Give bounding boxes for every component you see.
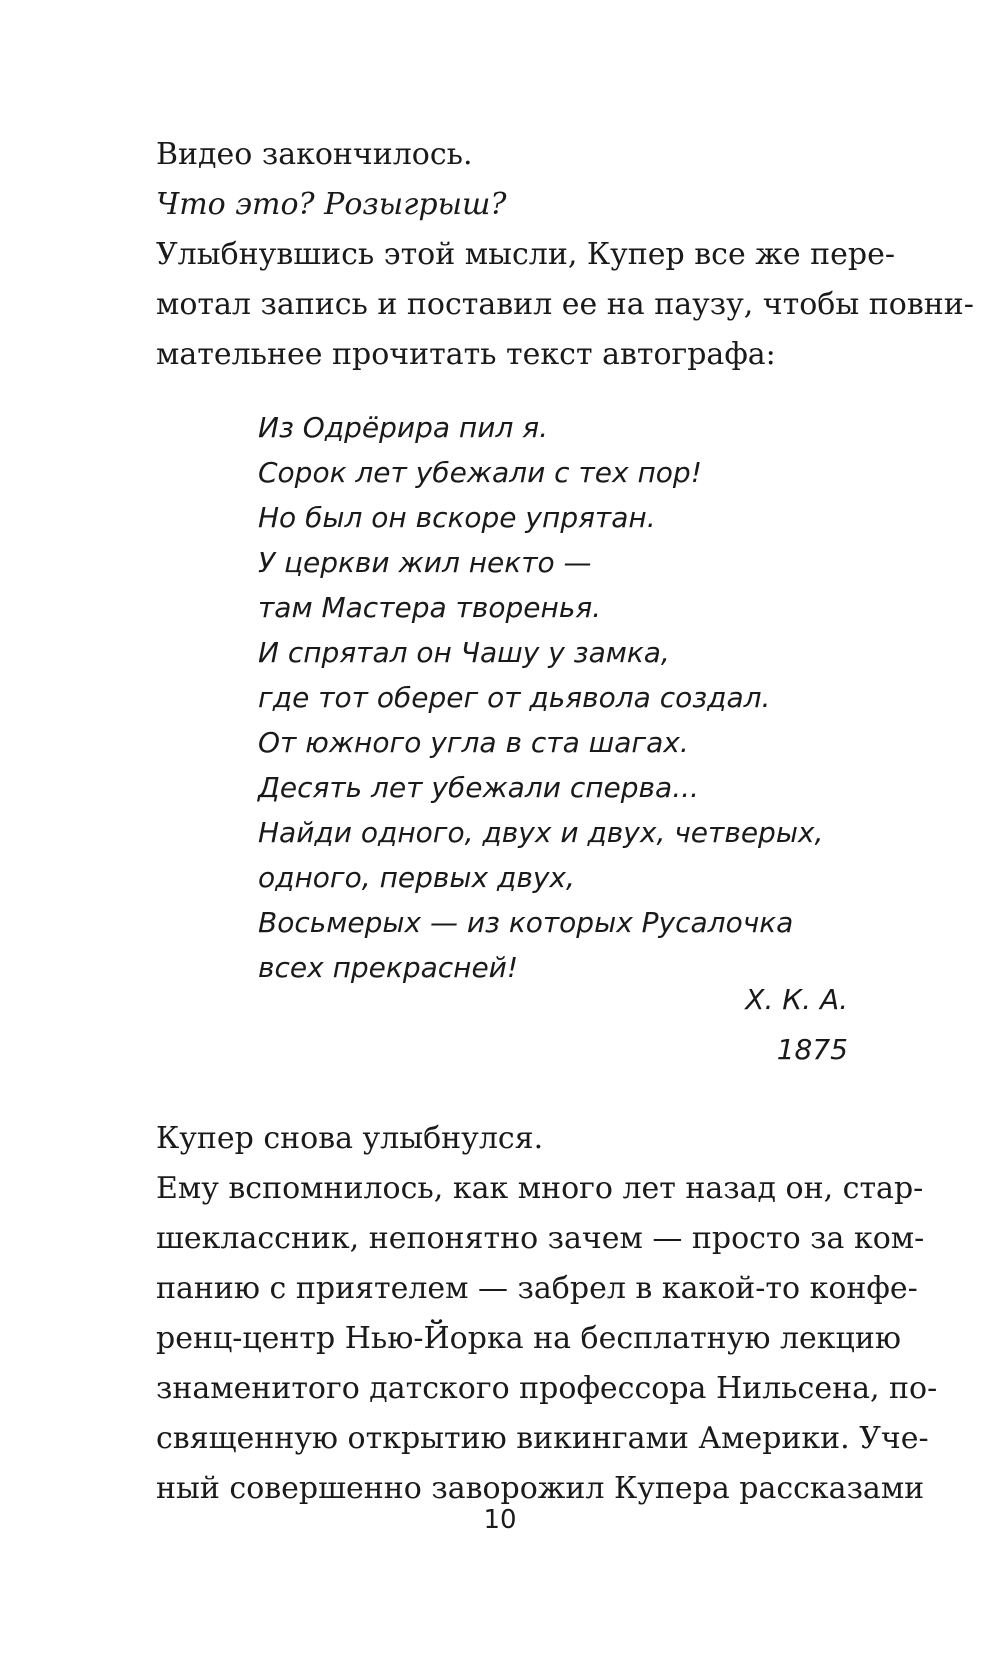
poem-line: одного, первых двух,: [258, 861, 575, 894]
poem-line: Найди одного, двух и двух, четверых,: [258, 816, 824, 849]
paragraph-prank-question: Что это? Розыгрыш?: [156, 187, 507, 222]
prose-line: панию с приятелем — забрел в какой-то конфе-: [156, 1271, 918, 1306]
paragraph-cooper-smiled: Купер снова улыбнулся.: [156, 1121, 544, 1156]
prose-line: знаменитого датского профессора Нильсена, по-: [156, 1371, 938, 1406]
poem-signature: [745, 975, 848, 1075]
prose-line: мотал запись и поставил ее на паузу, чтобы повни-: [156, 287, 974, 322]
poem-line: Восьмерых — из которых Русалочка: [258, 906, 794, 939]
prose-line: Улыбнувшись этой мысли, Купер все же пере-: [156, 237, 895, 272]
signature-year: 1875: [776, 1033, 848, 1066]
prose-line: ренц-центр Нью-Йорка на бесплатную лекцию: [156, 1321, 901, 1356]
prose-line: Ему вспомнилось, как много лет назад он, стар-: [156, 1171, 924, 1206]
paragraph-memory: [156, 1164, 938, 1514]
poem-line: Но был он вскоре упрятан.: [258, 501, 656, 534]
page-number: 10: [483, 1505, 517, 1535]
poem-line: Из Одрёрира пил я.: [258, 411, 548, 444]
poem-line: И спрятал он Чашу у замка,: [258, 636, 670, 669]
poem-line: там Мастера творенья.: [258, 591, 602, 624]
poem-line: У церкви жил некто —: [258, 546, 592, 579]
prose-line: священную открытию викингами Америки. Уче-: [156, 1421, 929, 1456]
poem-line: всех прекрасней!: [258, 951, 519, 984]
prose-top: [156, 130, 974, 380]
prose-line: ный совершенно заворожил Купера рассказами: [156, 1471, 925, 1506]
prose-line: шеклассник, непонятно зачем — просто за ком-: [156, 1221, 925, 1256]
poem-line: где тот оберег от дьявола создал.: [258, 681, 771, 714]
paragraph-video-ended: Видео закончилось.: [156, 137, 473, 172]
prose-line: мательнее прочитать текст автографа:: [156, 337, 776, 372]
prose-bottom: [156, 1114, 938, 1514]
autograph-poem: [258, 405, 823, 990]
poem-line: Сорок лет убежали с тех пор!: [258, 456, 702, 489]
poem-line: От южного угла в ста шагах.: [258, 726, 689, 759]
paragraph-rewind: [156, 230, 974, 380]
signature-initials: Х. К. А.: [745, 983, 848, 1016]
poem-line: Десять лет убежали сперва...: [258, 771, 699, 804]
